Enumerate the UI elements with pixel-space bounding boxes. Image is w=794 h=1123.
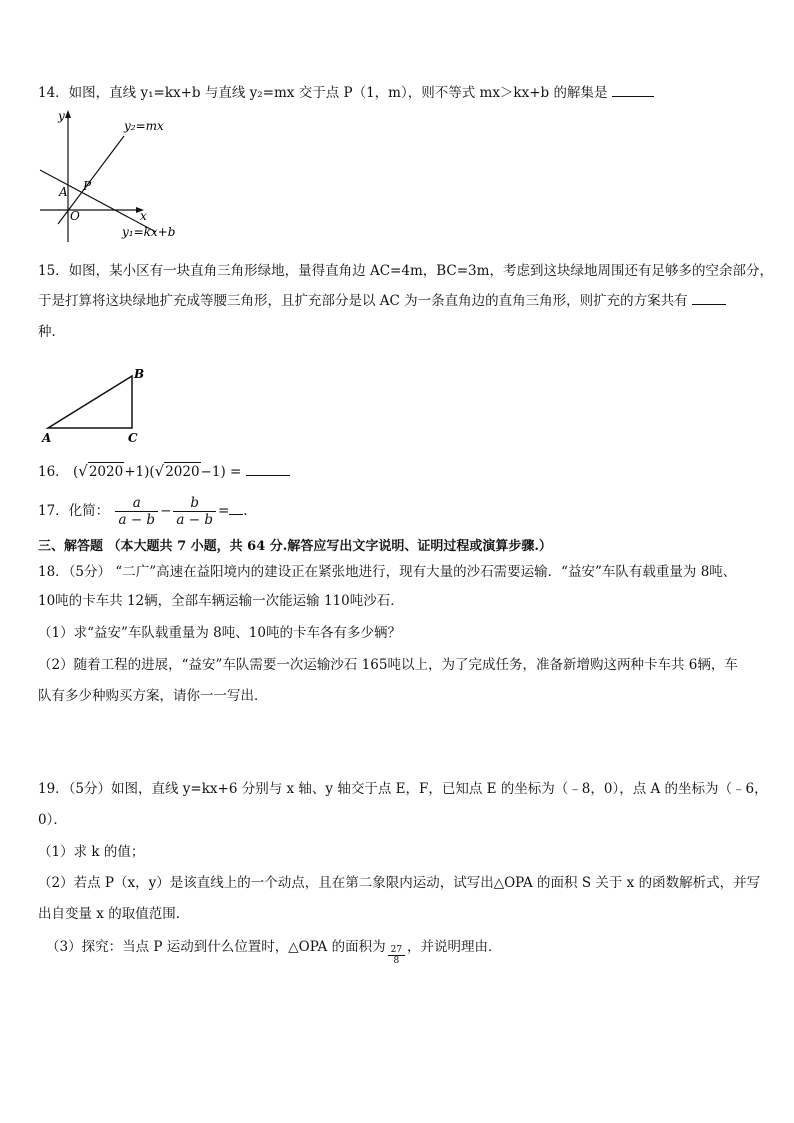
section3-note: （本大题共 7 小题，共 64 分.解答应写出文字说明、证明过程或演算步骤.） — [107, 539, 552, 554]
q15-answer-blank[interactable] — [692, 292, 726, 305]
q17-minus: − — [160, 503, 172, 519]
q14-point-p-label: P — [83, 179, 92, 193]
q18-line1: 18．（5分） “二广”高速在益阳境内的建设正在紧张地进行，现有大量的沙石需要运输．“益安”车队有载重量为 8吨、 — [38, 564, 737, 580]
q16-expr-2: +1)( — [124, 464, 155, 480]
q17-frac1-den: a − b — [118, 512, 156, 528]
section3-header — [38, 538, 552, 556]
q15-triangle-shape — [48, 376, 132, 428]
q19-part2-line2: 出自变量 x 的取值范围． — [38, 906, 190, 922]
q14-question — [38, 84, 654, 102]
q16-answer-blank[interactable] — [246, 463, 290, 476]
q17-frac1-num: a — [115, 495, 158, 512]
q14-x-label: x — [140, 209, 147, 223]
q16-sqrt-1: 2020 — [88, 464, 124, 480]
q17-equals: = — [217, 503, 230, 519]
q19-part2-line1: （2）若点 P（x，y）是该直线上的一个动点，且在第二象限内运动，试写出△OPA 的面积 S 关于 x 的函数解析式，并写 — [38, 875, 761, 891]
q19-line2: 0）． — [38, 812, 67, 828]
q18-part1: （1）求“益安”车队载重量为 8吨、10吨的卡车各有多少辆？ — [38, 625, 401, 641]
q15-line1: 15．如图，某小区有一块直角三角形绿地，量得直角边 AC=4m，BC=3m，考虑到这块绿地周围还有足够多的空余部分， — [38, 263, 773, 279]
q14-y-arrow — [65, 110, 71, 118]
q16-prefix: 16． — [38, 464, 69, 480]
q18-line2: 10吨的卡车共 12辆，全部车辆运输一次能运输 110吨沙石． — [38, 593, 404, 609]
q16-sqrt-2: 2020 — [165, 464, 200, 480]
q18-part2-line2: 队有多少种购买方案，请你一一写出． — [38, 688, 268, 704]
q14-text: 14．如图，直线 y₁=kx+b 与直线 y₂=mx 交于点 P（1，m），则不等式 mx＞kx+b 的解集是 — [38, 85, 608, 101]
q19-part3-num: 27 — [388, 945, 405, 956]
q15-triangle — [36, 364, 156, 448]
section3-title: 三、解答题 — [38, 539, 104, 554]
q16-question: 16． (√2020+1)(√2020−1) = — [38, 462, 290, 481]
q14-line1-label: y₁=kx+b — [122, 225, 176, 239]
q15-line2: 于是打算将这块绿地扩充成等腰三角形，且扩充部分是以 AC 为一条直角边的直角三角形，则扩充的方案共有 — [38, 293, 688, 309]
q15-label-b: B — [134, 367, 145, 381]
q19-part3 — [46, 938, 502, 966]
q17-fraction-2 — [173, 495, 216, 528]
q16-expr-3: −1) = — [200, 464, 242, 480]
q14-y-label: y — [58, 109, 65, 123]
q17-prefix: 17．化简： — [38, 503, 110, 519]
q16-expr-1: ( — [72, 464, 79, 480]
q14-origin-label: O — [70, 209, 80, 223]
q19-part3-text: （3）探究：当点 P 运动到什么位置时，△OPA 的面积为 — [46, 939, 386, 955]
q17-answer-blank[interactable] — [229, 502, 243, 515]
q17-fraction-1 — [115, 495, 158, 528]
q15-line3: 种． — [38, 324, 65, 340]
q19-part3-den: 8 — [393, 956, 400, 966]
q17-question — [38, 494, 248, 528]
q14-graph — [36, 108, 186, 244]
q19-part3-fraction — [388, 945, 405, 966]
q14-point-a-label: A — [59, 185, 68, 199]
q14-answer-blank[interactable] — [612, 84, 654, 97]
q15-label-c: C — [128, 431, 138, 445]
q19-part1: （1）求 k 的值； — [38, 844, 145, 860]
q17-frac2-den: a − b — [176, 512, 213, 528]
q14-line2-label: y₂=mx — [124, 119, 164, 133]
q15-label-a: A — [42, 431, 52, 445]
q14-line-y1 — [40, 170, 156, 232]
q17-end: . — [243, 503, 248, 519]
q19-part3-end: ，并说明理由． — [407, 939, 502, 955]
q19-line1: 19．（5分）如图，直线 y=kx+6 分别与 x 轴、y 轴交于点 E，F，已知点 E 的坐标为（﹣8，0），点 A 的坐标为（﹣6， — [38, 781, 768, 797]
q18-part2-line1: （2）随着工程的进展，“益安”车队需要一次运输沙石 165吨以上，为了完成任务，准备新增购这两种卡车共 6辆，车 — [38, 657, 738, 673]
q17-frac2-num: b — [173, 495, 216, 512]
q15-line2-wrap — [38, 292, 726, 310]
